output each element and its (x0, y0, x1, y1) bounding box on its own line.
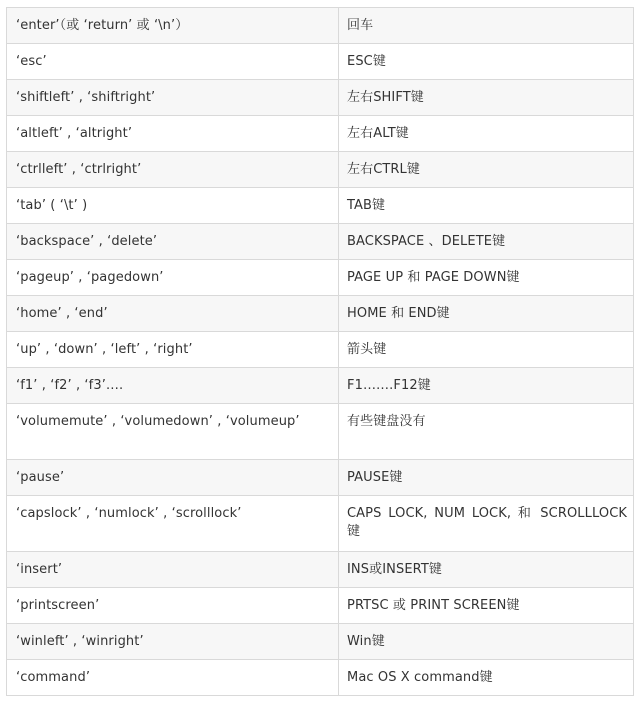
key-name-cell: ‘insert’ (7, 552, 339, 588)
key-name-cell: ‘pause’ (7, 460, 339, 496)
key-name-cell: ‘volumemute’ , ‘volumedown’ , ‘volumeup’ (7, 404, 339, 460)
key-description-cell: 左右CTRL键 (339, 152, 634, 188)
key-description-cell: F1…….F12键 (339, 368, 634, 404)
key-description-cell: 有些键盘没有 (339, 404, 634, 460)
key-description-cell: CAPS LOCK, NUM LOCK, 和 SCROLLLOCK 键 (339, 496, 634, 552)
table-row (7, 224, 634, 260)
table-row (7, 404, 634, 460)
key-name-cell: ‘tab’ ( ‘\t’ ) (7, 188, 339, 224)
table-row (7, 296, 634, 332)
table-row (7, 260, 634, 296)
table-row (7, 116, 634, 152)
key-name-cell: ‘f1’ , ‘f2’ , ‘f3’…. (7, 368, 339, 404)
key-name-cell: ‘command’ (7, 660, 339, 696)
key-name-cell: ‘altleft’ , ‘altright’ (7, 116, 339, 152)
key-description-cell: Mac OS X command键 (339, 660, 634, 696)
table-row (7, 8, 634, 44)
key-mapping-table-body (7, 8, 634, 696)
table-row (7, 152, 634, 188)
key-description-cell: INS或INSERT键 (339, 552, 634, 588)
key-name-cell: ‘shiftleft’ , ‘shiftright’ (7, 80, 339, 116)
key-name-cell: ‘ctrlleft’ , ‘ctrlright’ (7, 152, 339, 188)
key-name-cell: ‘backspace’ , ‘delete’ (7, 224, 339, 260)
table-row (7, 188, 634, 224)
table-row (7, 552, 634, 588)
table-row (7, 496, 634, 552)
key-description-cell: PRTSC 或 PRINT SCREEN键 (339, 588, 634, 624)
key-name-cell: ‘up’ , ‘down’ , ‘left’ , ‘right’ (7, 332, 339, 368)
key-description-cell: 箭头键 (339, 332, 634, 368)
table-row (7, 624, 634, 660)
key-name-cell: ‘printscreen’ (7, 588, 339, 624)
key-name-cell: ‘enter’（或 ‘return’ 或 ‘\n’） (7, 8, 339, 44)
key-description-cell: 左右SHIFT键 (339, 80, 634, 116)
key-description-cell: 左右ALT键 (339, 116, 634, 152)
table-row (7, 660, 634, 696)
key-name-cell: ‘esc’ (7, 44, 339, 80)
table-row (7, 80, 634, 116)
key-name-cell: ‘pageup’ , ‘pagedown’ (7, 260, 339, 296)
key-description-cell: ESC键 (339, 44, 634, 80)
table-row (7, 44, 634, 80)
key-mapping-table (6, 7, 634, 696)
table-row (7, 460, 634, 496)
table-row (7, 588, 634, 624)
key-description-cell: TAB键 (339, 188, 634, 224)
key-description-cell: PAUSE键 (339, 460, 634, 496)
key-description-cell: Win键 (339, 624, 634, 660)
key-name-cell: ‘capslock’ , ‘numlock’ , ‘scrolllock’ (7, 496, 339, 552)
key-name-cell: ‘winleft’ , ‘winright’ (7, 624, 339, 660)
table-row (7, 368, 634, 404)
key-name-cell: ‘home’ , ‘end’ (7, 296, 339, 332)
key-description-cell: 回车 (339, 8, 634, 44)
key-description-cell: PAGE UP 和 PAGE DOWN键 (339, 260, 634, 296)
key-description-cell: BACKSPACE 、DELETE键 (339, 224, 634, 260)
table-row (7, 332, 634, 368)
key-description-cell: HOME 和 END键 (339, 296, 634, 332)
